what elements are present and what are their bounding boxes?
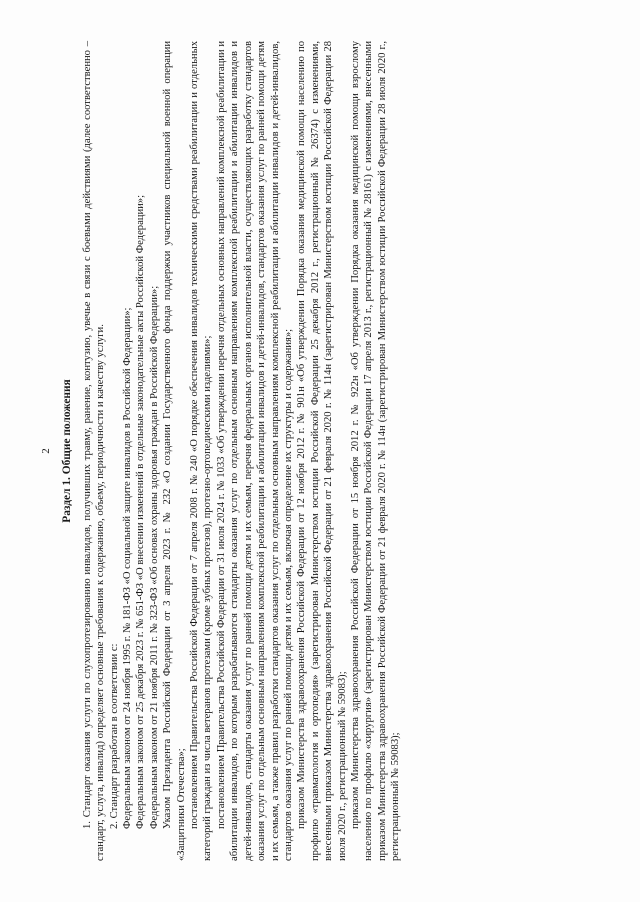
paragraph-9: приказом Министерства здравоохранения Российской Федерации от 12 ноября 2012 г. № 901н «Об утверждении Порядка оказания медицинской помощи населению по профилю «травматология и ортопедия» (зарегистрирован Министерством юстиции Российской Федерации 25 декабря 2012 г., регистрационный № 26374) с изменениями, внесенными приказом Министерства здравоохранения Российской Федерации от 21 февраля 2020 г. № 114н (зарегистрирован Министерством юстиции Российской Федерации 28 июля 2020 г., регистрационный № 59083); [296,41,348,861]
paragraph-8: постановлением Правительства Российской Федерации от 31 июля 2024 г. № 1033 «Об утверждении перечня отдельных основных направлений комплексной реабилитации и абилитации инвалидов, по которым разрабатываются стандарты оказания услуг по отдельным основным направлениям комплексной реабилитации и абилитации инвалидов и детей-инвалидов, стандарты оказания услуг по ранней помощи детям и их семьям, перечня федеральных органов исполнительной власти, осуществляющих разработку стандартов оказания услуг по отдельным основным направлениям комплексной реабилитации и абилитации инвалидов и детей-инвалидов, стандартов оказания услуг по ранней помощи детям и их семьям, а также правил разработки стандартов оказания услуг по отдельным основным направлениям комплексной реабилитации и абилитации инвалидов и детей-инвалидов, стандартов оказания услуг по ранней помощи детям и их семьям, включая определение их структуры и содержания»; [215,41,294,861]
paragraph-4: Федеральным законом от 25 декабря 2023 г. № 651-ФЗ «О внесении изменений в отдельные законодательные акты Российской Федерации»; [135,194,147,829]
paragraph-10: приказом Министерства здравоохранения Российской Федерации от 15 ноября 2012 г. № 922н «Об утверждении Порядка оказания медицинской помощи взрослому населению по профилю «хирургия» (зарегистрирован Министерством юстиции Российской Федерации 17 апреля 2013 г., регистрационный № 28161) с изменениями, внесенными приказом Министерства здравоохранения Российской Федерации от 21 февраля 2020 г. № 114н (зарегистрирован Министерством юстиции Российской Федерации 28 июля 2020 г., регистрационный № 59083); [349,41,402,861]
paragraph-6: Указом Президента Российской Федерации от 3 апреля 2023 г. № 232 «О создании Государственного фонда поддержки участников специальной военной операции «Защитники Отечества»; [162,41,187,861]
page-number: 2 [40,448,52,454]
paragraph-7: постановлением Правительства Российской Федерации от 7 апреля 2008 г. № 240 «О порядке обеспечения инвалидов техническими средствами реабилитации и отдельных категорий граждан из числа ветеранов протезами (кроме зубных протезов), протезно-ортопедическими изделиями»; [189,41,214,861]
rotated-text-block [40,41,600,861]
paragraph-2: 2. Стандарт разработан в соответствии с: [108,643,120,829]
paragraph-5: Федеральным законом от 21 ноября 2011 г. № 323-ФЗ «Об основах охраны здоровья граждан в Российской Федерации»; [148,285,160,829]
section-title: Раздел 1. Общие положения [61,379,74,523]
paragraph-3: Федеральным законом от 24 ноября 1995 г. № 181-ФЗ «О социальной защите инвалидов в Российской Федерации»; [122,307,134,829]
paragraph-1: 1. Стандарт оказания услуги по слухопротезированию инвалидов, получивших травму, ранение, контузию, увечье в связи с боевыми действиями (далее соответственно – стандарт, услуга, инвалид) определяет основные требования к содержанию, объему, периодичности и качеству услуги. [81,41,107,861]
